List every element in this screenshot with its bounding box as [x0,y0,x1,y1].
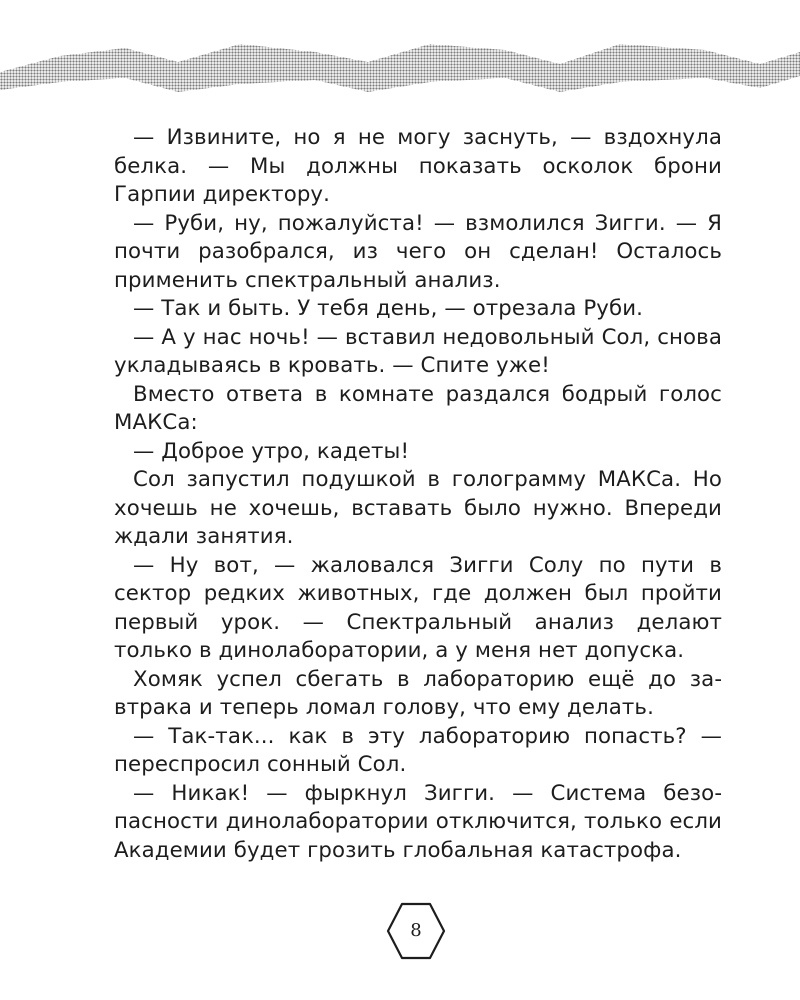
paragraph: — Так-так... как в эту лабораторию попасть? — переспросил сонный Сол. [114,723,722,777]
paragraph: — Извините, но я не могу заснуть, — вздохнула белка. — Мы должны показать осколок брони Гарпии директору. [114,125,722,207]
header-decoration [0,0,800,110]
page-number: 8 [410,920,422,941]
paragraph: Хомяк успел сбегать в лабораторию ещё до завтрака и теперь ломал голову, что ему делать. [114,666,722,720]
text-body [114,124,722,865]
paragraph: — Ну вот, — жаловался Зигги Солу по пути в сектор редких животных, где должен был пройти первый урок. — Спектральный анализ делают только в динолаборатории, а у меня нет допуска. [114,552,722,663]
zigzag-band-shape [0,44,800,92]
paragraph: — Доброе утро, кадеты! [133,438,410,464]
paragraph: — А у нас ночь! — вставил недовольный Сол, снова укладываясь в кровать. — Спите уже! [114,324,722,378]
paragraph: Вместо ответа в комнате раздался бодрый голос МАКСа: [114,381,722,435]
paragraph: — Никак! — фыркнул Зигги. — Система безопасности динолаборатории отключится, только если Академии будет грозить глобальная катастрофа. [114,780,722,863]
page-number-badge [386,902,446,960]
paragraph: — Руби, ну, пожалуйста! — взмолился Зигги. — Я почти разобрался, из чего он сделан! Осталось применить спектральный анализ. [114,210,722,293]
paragraph: — Так и быть. У тебя день, — отрезала Руби. [133,296,644,321]
paragraph: Сол запустил подушкой в голограмму МАКСа. Но хочешь не хочешь, вставать было нужно. Впереди ждали занятия. [114,467,722,549]
